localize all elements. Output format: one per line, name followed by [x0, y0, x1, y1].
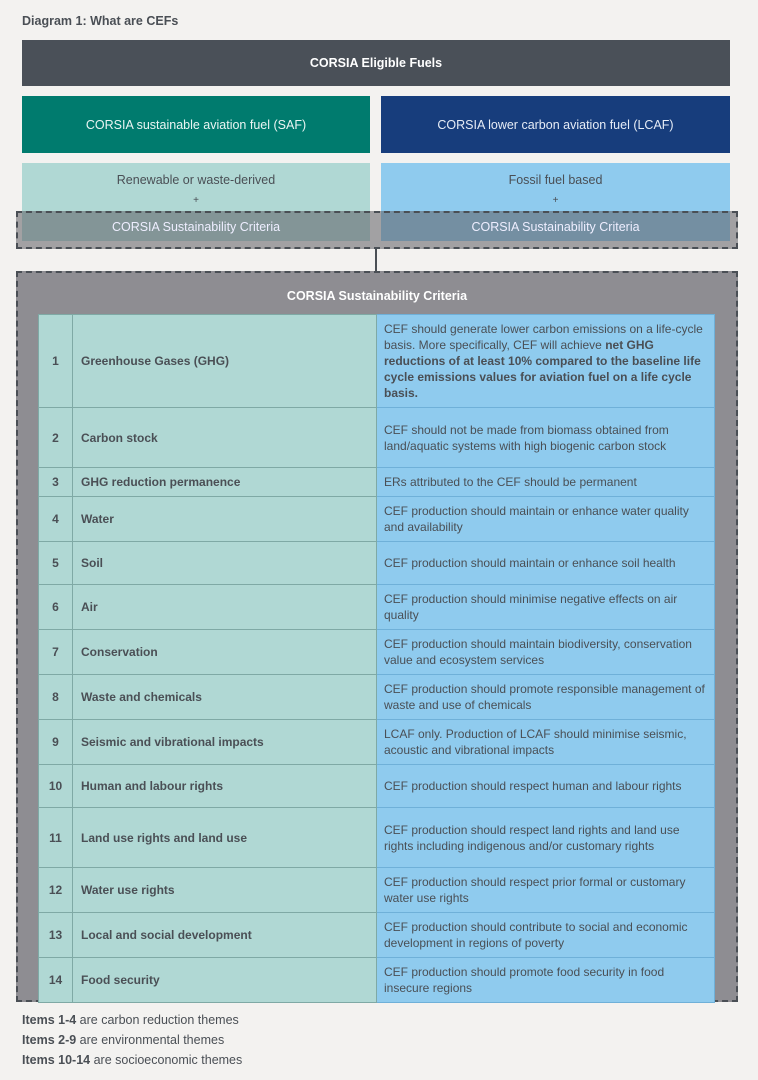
row-number: 5 [39, 542, 73, 585]
description-text: ERs attributed to the CEF should be permanent [384, 475, 637, 489]
criterion-description [377, 315, 715, 408]
lcaf-source: Fossil fuel based [508, 173, 603, 187]
plus-sign: + [193, 195, 199, 206]
criterion-description [377, 958, 715, 1003]
description-text: CEF should generate lower carbon emissions on a life-cycle basis. More specifically, CEF will achieve [384, 322, 703, 352]
criterion-description [377, 497, 715, 542]
row-number: 1 [39, 315, 73, 408]
table-row [39, 497, 715, 542]
saf-source: Renewable or waste-derived [116, 173, 276, 187]
note-line [22, 1010, 242, 1030]
criterion-description [377, 675, 715, 720]
criterion-description [377, 408, 715, 468]
criterion-name: Conservation [73, 630, 377, 675]
table-row [39, 585, 715, 630]
description-text: CEF should not be made from biomass obtained from land/aquatic systems with high biogenic carbon stock [384, 422, 669, 453]
description-text: CEF production should contribute to social and economic development in regions of poverty [384, 920, 688, 950]
note-text: are environmental themes [76, 1033, 225, 1047]
lcaf-criteria: CORSIA Sustainability Criteria [471, 220, 640, 234]
description-text: CEF production should minimise negative effects on air quality [384, 592, 678, 622]
lcaf-box: CORSIA lower carbon aviation fuel (LCAF) [381, 96, 730, 153]
description-text: CEF production should promote food security in food insecure regions [384, 965, 665, 995]
criterion-description [377, 720, 715, 765]
row-number: 9 [39, 720, 73, 765]
description-text: CEF production should maintain or enhance soil health [384, 556, 676, 570]
criterion-description [377, 630, 715, 675]
corsia-eligible-fuels-box: CORSIA Eligible Fuels [22, 40, 730, 86]
table-row [39, 468, 715, 497]
note-items: Items 1-4 [22, 1013, 77, 1027]
criterion-name: Air [73, 585, 377, 630]
row-number: 8 [39, 675, 73, 720]
note-line [22, 1050, 242, 1070]
criterion-description [377, 868, 715, 913]
saf-box: CORSIA sustainable aviation fuel (SAF) [22, 96, 370, 153]
table-row [39, 675, 715, 720]
plus-sign: + [552, 195, 559, 206]
note-items: Items 10-14 [22, 1053, 91, 1067]
table-row [39, 868, 715, 913]
criterion-name: Carbon stock [73, 408, 377, 468]
description-text: CEF production should promote responsible management of waste and use of chemicals [384, 682, 705, 712]
note-line [22, 1030, 242, 1050]
criterion-name: Water [73, 497, 377, 542]
table-row [39, 958, 715, 1003]
table-row [39, 315, 715, 408]
row-number: 13 [39, 913, 73, 958]
criterion-description [377, 542, 715, 585]
saf-criteria: CORSIA Sustainability Criteria [111, 220, 281, 234]
description-text: CEF production should respect human and labour rights [384, 779, 682, 793]
criterion-name: Land use rights and land use [73, 808, 377, 868]
table-row [39, 913, 715, 958]
row-number: 10 [39, 765, 73, 808]
criterion-description [377, 585, 715, 630]
criterion-name: Waste and chemicals [73, 675, 377, 720]
row-number: 4 [39, 497, 73, 542]
row-number: 12 [39, 868, 73, 913]
criterion-description [377, 808, 715, 868]
note-items: Items 2-9 [22, 1033, 77, 1047]
row-number: 14 [39, 958, 73, 1003]
table-row [39, 630, 715, 675]
row-number: 7 [39, 630, 73, 675]
row-number: 2 [39, 408, 73, 468]
criterion-name: GHG reduction permanence [73, 468, 377, 497]
table-row [39, 765, 715, 808]
note-text: are carbon reduction themes [76, 1013, 239, 1027]
description-text: CEF production should respect prior formal or customary water use rights [384, 875, 686, 905]
description-text: CEF production should maintain or enhance water quality and availability [384, 504, 689, 534]
criterion-description [377, 468, 715, 497]
notes [22, 1010, 242, 1070]
diagram-title: Diagram 1: What are CEFs [22, 14, 179, 28]
description-bold-text: net GHG reductions of at least 10% compared to the baseline life cycle emissions values for aviation fuel on a life cycle basis. [384, 338, 701, 400]
criterion-name: Seismic and vibrational impacts [73, 720, 377, 765]
note-text: are socioeconomic themes [90, 1053, 243, 1067]
criterion-name: Human and labour rights [73, 765, 377, 808]
criterion-name: Water use rights [73, 868, 377, 913]
row-number: 6 [39, 585, 73, 630]
description-text: LCAF only. Production of LCAF should minimise seismic, acoustic and vibrational impacts [384, 727, 687, 757]
table-row [39, 720, 715, 765]
table-row [39, 808, 715, 868]
table-row [39, 542, 715, 585]
description-text: CEF production should maintain biodiversity, conservation value and ecosystem services [384, 637, 692, 667]
row-number: 3 [39, 468, 73, 497]
criteria-panel-title: CORSIA Sustainability Criteria [286, 289, 468, 303]
connector-line [375, 249, 377, 271]
criterion-name: Local and social development [73, 913, 377, 958]
description-text: CEF production should respect land rights and land use rights including indigenous and/or customary rights [384, 822, 680, 853]
table-row [39, 408, 715, 468]
criteria-table [38, 314, 715, 1003]
row-number: 11 [39, 808, 73, 868]
criterion-description [377, 913, 715, 958]
criterion-name: Soil [73, 542, 377, 585]
criterion-name: Food security [73, 958, 377, 1003]
criterion-name: Greenhouse Gases (GHG) [73, 315, 377, 408]
criterion-description [377, 765, 715, 808]
